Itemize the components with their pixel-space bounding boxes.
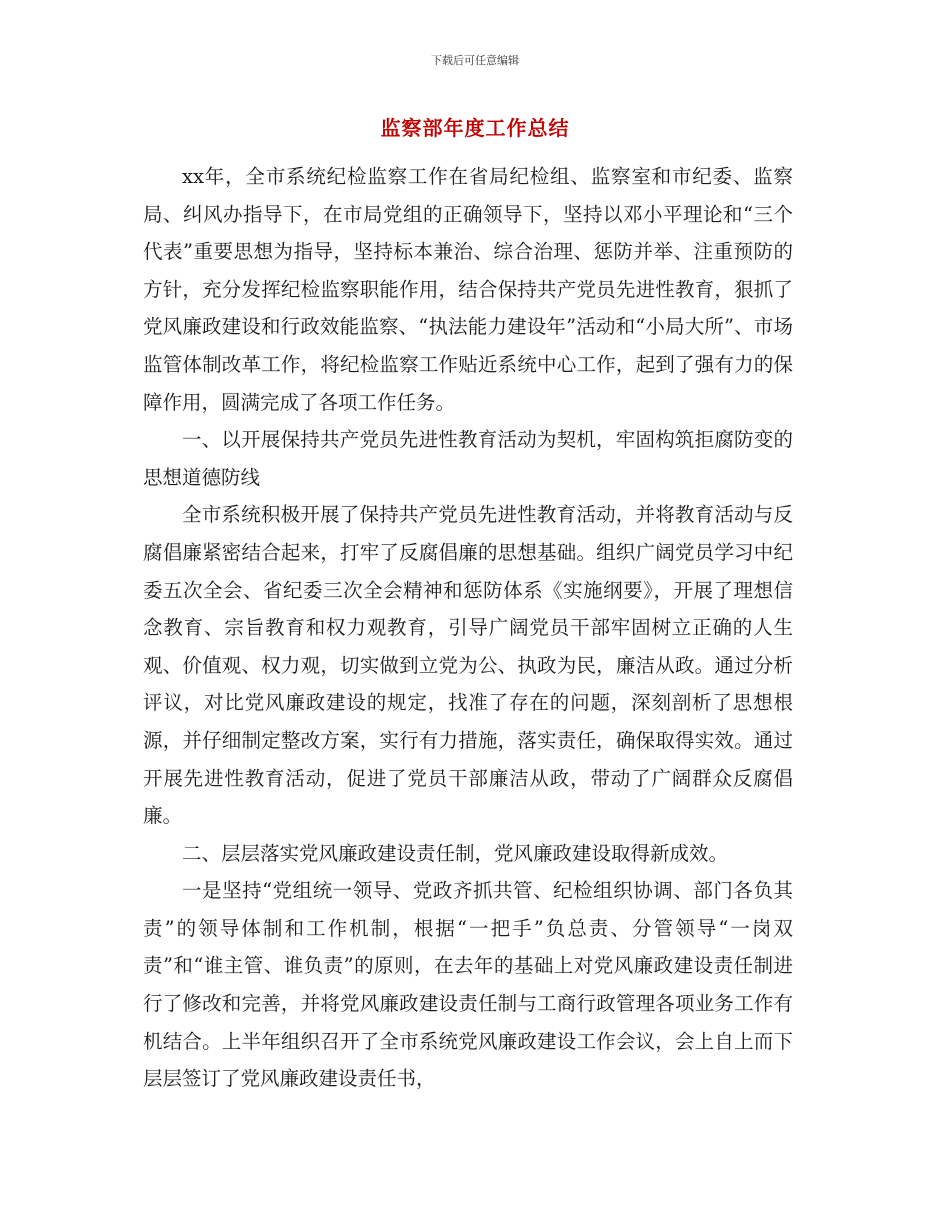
section-heading-2: 二、层层落实党风廉政建设责任制，党风廉政建设取得新成效。: [182, 841, 729, 865]
document-title: 监察部年度工作总结: [380, 116, 570, 140]
section-heading-1: 一、以开展保持共产党员先进性教育活动为契机，牢固构筑拒腐防变的思想道德防线: [143, 428, 793, 489]
paragraph-intro: xx年，全市系统纪检监察工作在省局纪检组、监察室和市纪委、监察局、纠风办指导下，在市局党组的正确领导下，坚持以邓小平理论和“三个代表”重要思想为指导，坚持标本兼治、综合治理、惩防并举、注重预防的方针，充分发挥纪检监察职能作用，结合保持共产党员先进性教育，狠抓了党风廉政建设和行政效能监察、“执法能力建设年”活动和“小局大所”、市场监管体制改革工作，将纪检监察工作贴近系统中心工作，起到了强有力的保障作用，圆满完成了各项工作任务。: [143, 165, 793, 414]
paragraph-section-1: 全市系统积极开展了保持共产党员先进性教育活动，并将教育活动与反腐倡廉紧密结合起来，打牢了反腐倡廉的思想基础。组织广阔党员学习中纪委五次全会、省纪委三次全会精神和惩防体系《实施纲要》，开展了理想信念教育、宗旨教育和权力观教育，引导广阔党员干部牢固树立正确的人生观、价值观、权力观，切实做到立党为公、执政为民，廉洁从政。通过分析评议，对比党风廉政建设的规定，找准了存在的问题，深刻剖析了思想根源，并仔细制定整改方案，实行有力措施，落实责任，确保取得实效。通过开展先进性教育活动，促进了党员干部廉洁从政，带动了广阔群众反腐倡廉。: [143, 503, 793, 828]
paragraph-section-2: 一是坚持“党组统一领导、党政齐抓共管、纪检组织协调、部门各负其责”的领导体制和工作机制，根据“一把手”负总责、分管领导“一岗双责”和“谁主管、谁负责”的原则，在去年的基础上对党风廉政建设责任制进行了修改和完善，并将党风廉政建设责任制与工商行政管理各项业务工作有机结合。上半年组织召开了全市系统党风廉政建设工作会议，会上自上而下层层签订了党风廉政建设责任书，: [143, 879, 793, 1091]
download-note: 下载后可任意编辑: [431, 54, 519, 67]
document-body: [143, 158, 793, 1098]
